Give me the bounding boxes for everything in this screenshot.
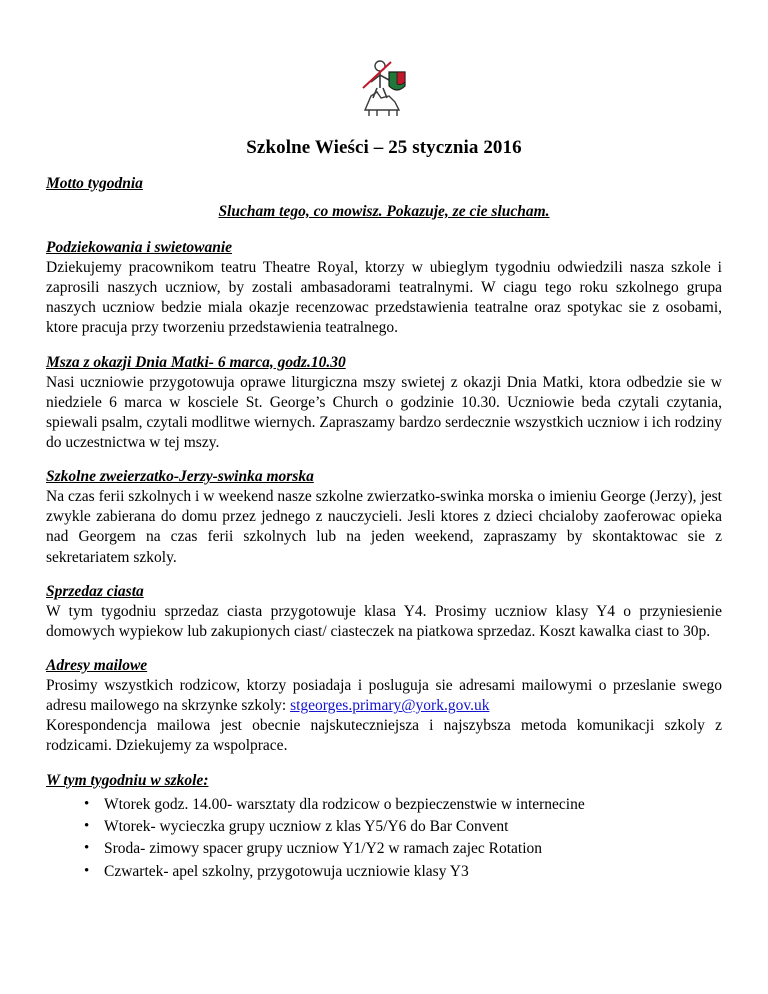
section-zwierzatko — [46, 468, 722, 568]
section-heading-adresy-mailowe: Adresy mailowe — [46, 656, 148, 674]
section-heading-msza: Msza z okazji Dnia Matki- 6 marca, godz.10.30 — [46, 353, 346, 371]
motto-text: Slucham tego, co mowisz. Pokazuje, ze cie slucham. — [218, 203, 550, 220]
section-adresy-mailowe — [46, 657, 722, 757]
section-body-podziekowania: Dziekujemy pracownikom teatru Theatre Royal, ktorzy w ubieglym tygodniu odwiedzili nasza szkole i zaprosili naszych uczniow, by zostali ambasadorami teatralnymi. W ciagu tego roku szkolnego grupa naszych uczniow bedzie miala okazje recenzowac przedstawienia teatralne oraz spotykac sie z osobami, ktore pracuja przy tworzeniu przedstawienia teatralnego. — [46, 259, 722, 337]
section-body-adresy-mailowe — [46, 676, 722, 757]
section-podziekowania — [46, 239, 722, 339]
section-sprzedaz-ciasta — [46, 583, 722, 642]
school-crest-icon — [355, 52, 413, 118]
page-title: Szkolne Wieści – 25 stycznia 2016 — [246, 137, 522, 158]
section-heading-w-tym-tygodniu: W tym tygodniu w szkole: — [46, 771, 209, 789]
section-heading-zwierzatko: Szkolne zweierzatko-Jerzy-swinka morska — [46, 468, 314, 486]
section-body-msza: Nasi uczniowie przygotowuja oprawe liturgiczna mszy swietej z okazji Dnia Matki, ktora odbedzie sie w niedziele 6 marca w kosciele St. George’s Church o godzinie 10.30. Uczniowie beda czytali czytania, spiewali psalm, czytali modlitwe wiernych. Zapraszamy bardzo serdecznie wszystkich uczniow i ich rodziny do uczestnictwa w tej mszy. — [46, 373, 722, 451]
list-item: • Wtorek godz. 14.00- warsztaty dla rodzicow o bezpieczenstwie w internecine — [104, 794, 722, 816]
section-motto — [46, 175, 722, 221]
section-heading-sprzedaz-ciasta: Sprzedaz ciasta — [46, 582, 144, 600]
section-heading-podziekowania: Podziekowania i swietowanie — [46, 239, 233, 256]
list-item: • Sroda- zimowy spacer grupy uczniow Y1/Y2 w ramach zajec Rotation — [104, 838, 722, 860]
list-item: • Wtorek- wycieczka grupy uczniow z klas Y5/Y6 do Bar Convent — [104, 816, 722, 838]
logo-container — [46, 52, 722, 123]
section-msza — [46, 354, 722, 454]
adresy-text-after: Korespondencja mailowa jest obecnie najskuteczniejsza i najszybsza metoda komunikacji szkoly z rodzicami. Dziekujemy za wspolprace. — [46, 717, 722, 755]
list-item: • Czwartek- apel szkolny, przygotowuja uczniowie klasy Y3 — [104, 861, 722, 883]
section-heading-motto: Motto tygodnia — [46, 175, 143, 192]
section-w-tym-tygodniu — [46, 772, 722, 884]
section-body-sprzedaz-ciasta: W tym tygodniu sprzedaz ciasta przygotowuje klasa Y4. Prosimy uczniow klasy Y4 o przyniesienie domowych wypiekow lub zakupionych ciast/ ciasteczek na piatkowa sprzedaz. Koszt kawalka ciast to 30p. — [46, 602, 722, 640]
section-body-zwierzatko: Na czas ferii szkolnych i w weekend nasze szkolne zwierzatko-swinka morska o imieniu George (Jerzy), jest zwykle zabierana do domu przez jednego z nauczycieli. Jesli ktores z dzieci chcialoby zaoferowac opieka nad Georgem na czas ferii szkolnych lub na jeden weekend, zapraszamy by skontaktowac sie z sekretariatem szkoly. — [46, 488, 722, 566]
events-list — [46, 794, 722, 884]
school-email-link[interactable]: stgeorges.primary@york.gov.uk — [290, 697, 490, 715]
adresy-text-before: Prosimy wszystkich rodzicow, ktorzy posiadaja i posluguja sie adresami mailowymi o przeslanie swego adresu mailowego na skrzynke szkoly: — [46, 676, 722, 715]
